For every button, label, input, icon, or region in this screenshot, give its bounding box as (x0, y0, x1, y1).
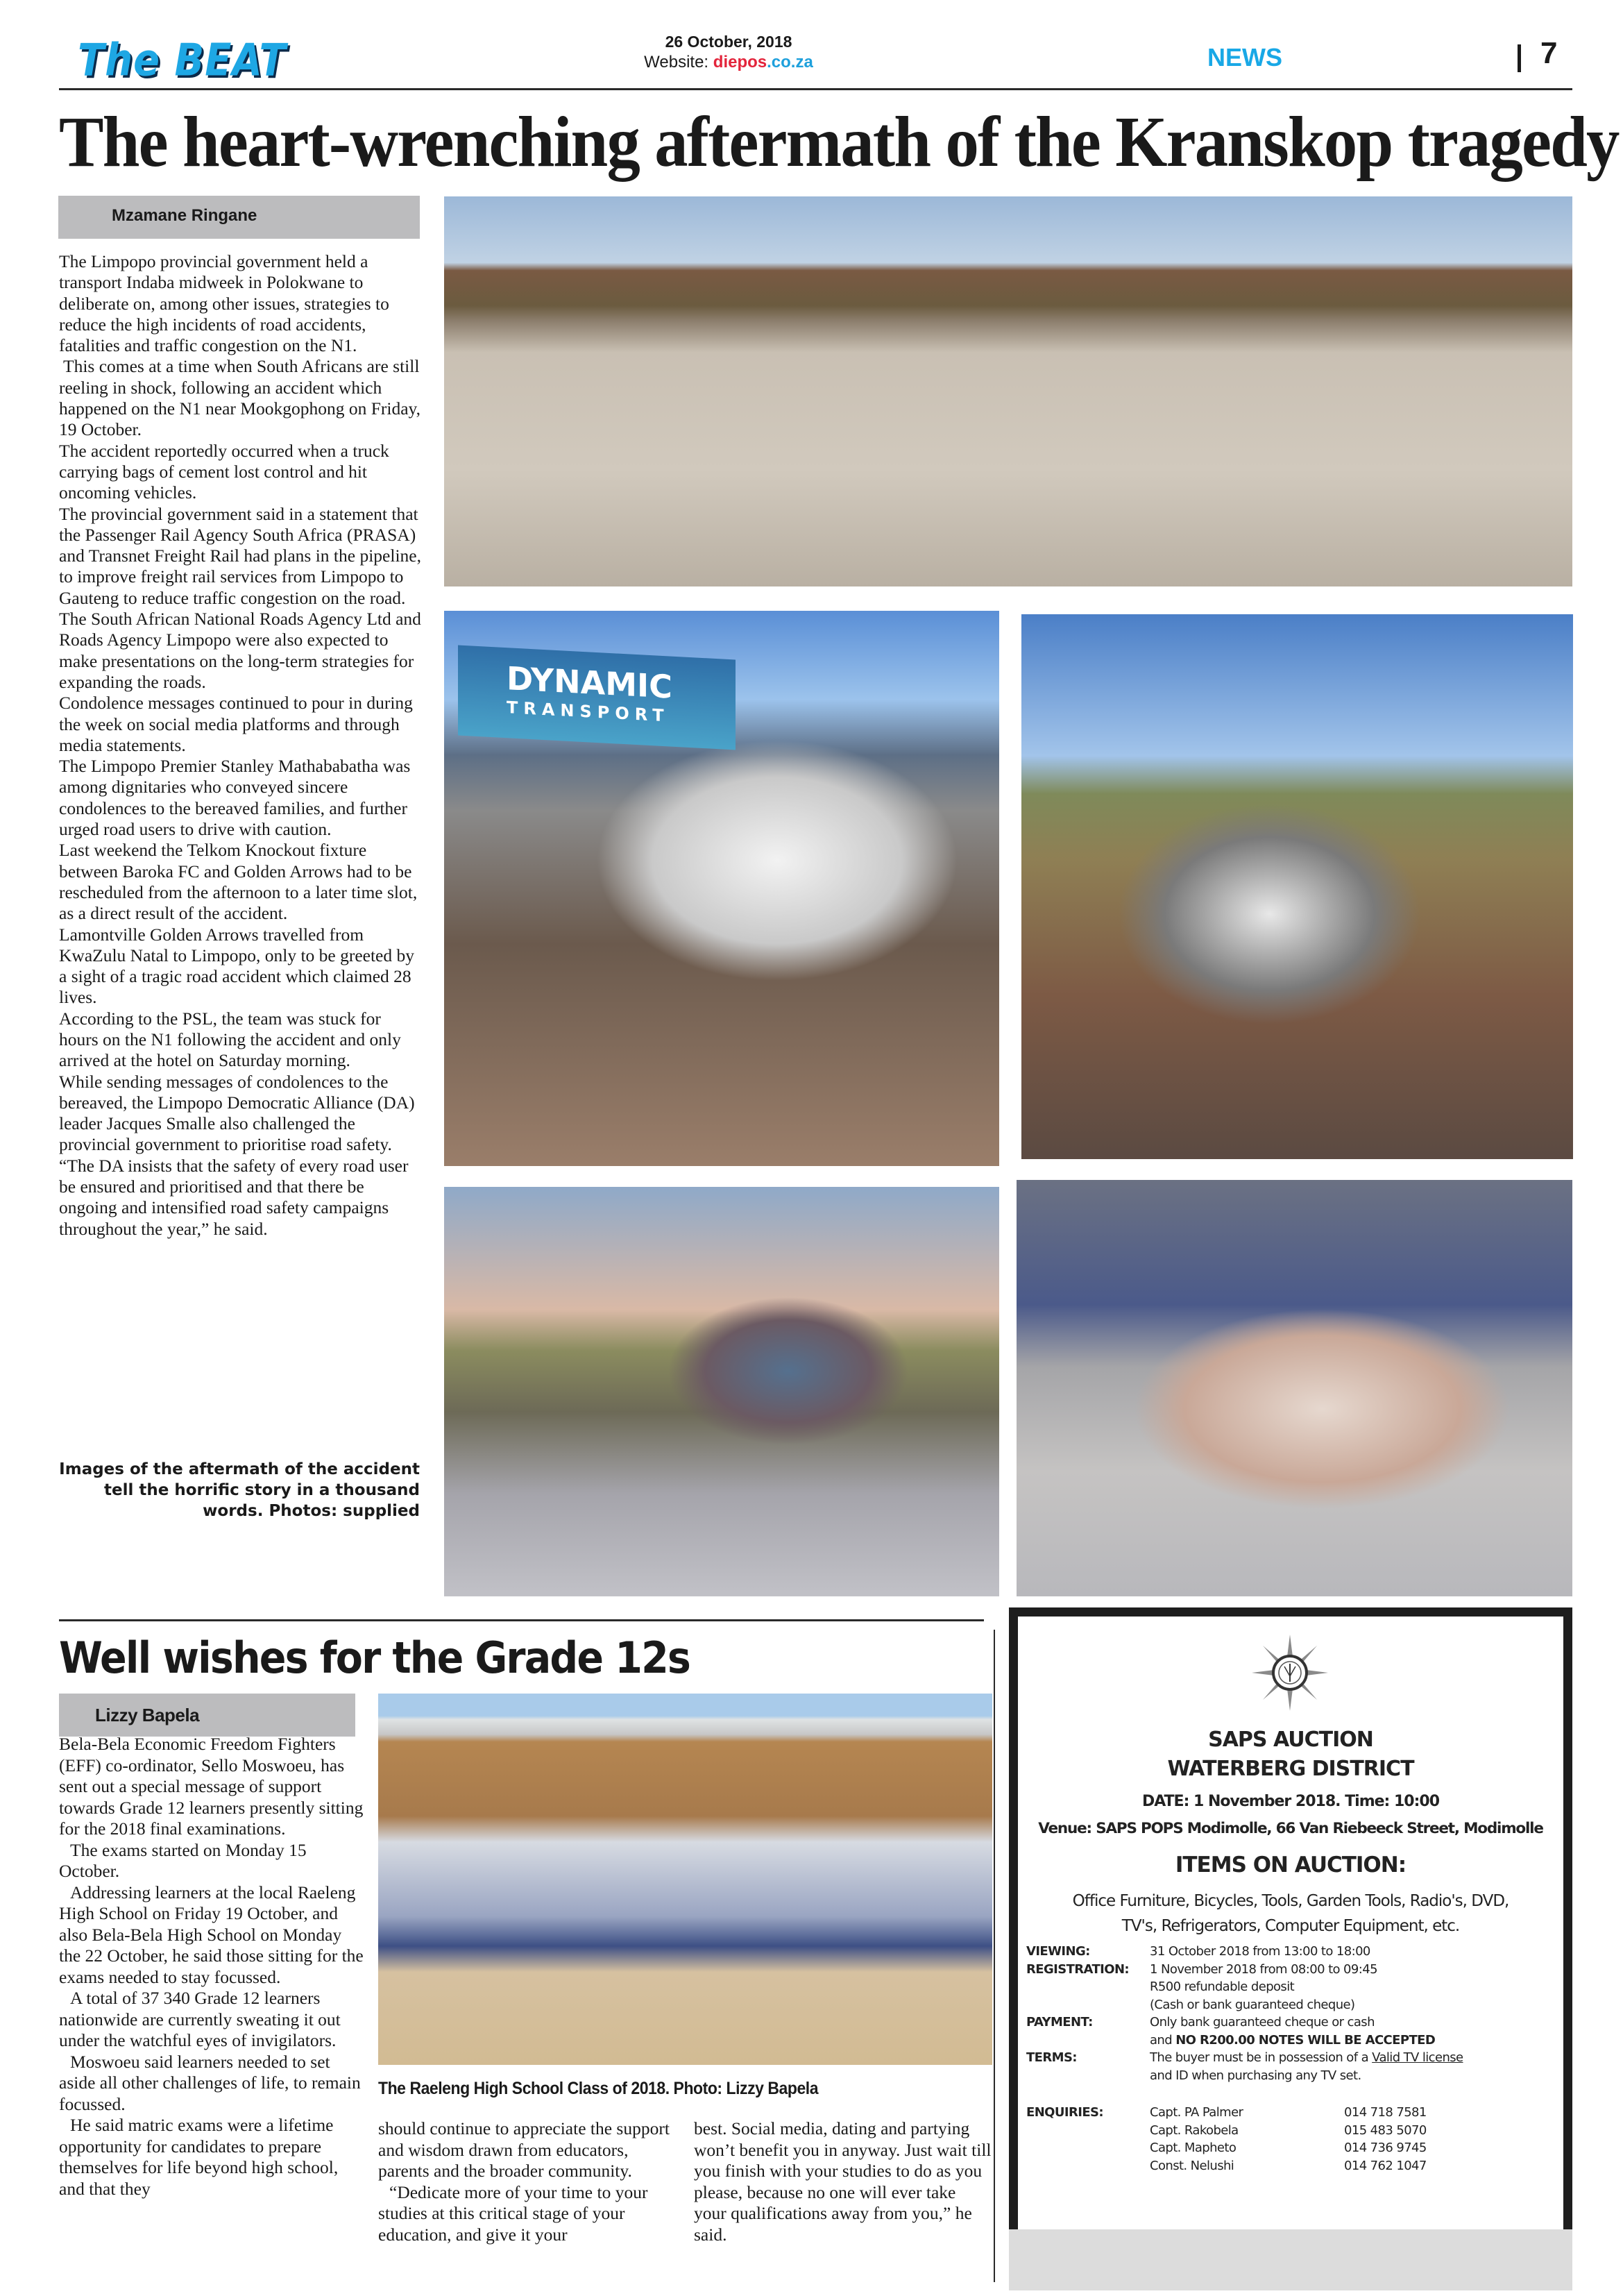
paragraph: Moswoeu said learners needed to set aside all other challenges of life, to remain focussed. (59, 2051, 361, 2114)
contact-phone: 014 736 9745 (1344, 2141, 1427, 2155)
ad-details (1026, 1943, 1561, 2175)
ad-value: and ID when purchasing any TV set. (1150, 2068, 1361, 2083)
ad-value: The buyer must be in possession of a (1150, 2050, 1373, 2065)
paragraph: Lamontville Golden Arrows travelled from KwaZulu Natal to Limpopo, only to be greeted by a sight of a tragic road accident which claimed 28 lives. (59, 924, 415, 1008)
ad-warning: NO R200.00 NOTES WILL BE ACCEPTED (1175, 2032, 1436, 2048)
ad-venue: Venue: SAPS POPS Modimolle, 66 Van Riebeeck Street, Modimolle (1038, 1820, 1543, 1837)
ad-label: ENQUIRIES: (1026, 2105, 1103, 2120)
saps-star-emblem-icon (1252, 1635, 1328, 1711)
website-line (611, 51, 847, 74)
paragraph: Addressing learners at the local Raeleng High School on Friday 19 October, and also Bela-Bela High School on Monday the 22 October, he said those sitting for the exams needed to stay focussed. (59, 1882, 364, 1987)
ad-label: PAYMENT: (1026, 2015, 1093, 2029)
contact-name: Const. Nelushi (1150, 2158, 1234, 2173)
article-headline: The heart-wrenching aftermath of the Kranskop tragedy (59, 102, 1619, 182)
ad-value-underlined: Valid TV license (1372, 2050, 1463, 2065)
photo-accident-scene (444, 196, 1572, 586)
paragraph: The South African National Roads Agency Ltd and Roads Agency Limpopo were also expected to make presentations on the long-term strategies for expanding the roads. (59, 609, 421, 692)
contact-phone: 015 483 5070 (1344, 2122, 1427, 2138)
photo-wrecked-vehicle-truck (444, 611, 999, 1166)
contact-name: Capt. Mapheto (1150, 2141, 1237, 2155)
ad-label: REGISTRATION: (1026, 1961, 1130, 1977)
contact-phone: 014 718 7581 (1344, 2105, 1427, 2120)
column-rule (994, 1630, 995, 2282)
ad-value: Only bank guaranteed cheque or cash (1150, 2015, 1375, 2029)
ad-date-time: DATE: 1 November 2018. Time: 10:00 (1141, 1793, 1440, 1810)
website-link-name[interactable]: diepos (713, 53, 767, 71)
paragraph: Condolence messages continued to pour in during the week on social media platforms and through media statements. (59, 693, 413, 755)
truck-brand-text: DYNAMIC (507, 659, 672, 706)
paragraph: A total of 37 340 Grade 12 learners nationwide are currently sweating it out under the watchful eyes of invigilators. (59, 1988, 341, 2050)
article-headline: Well wishes for the Grade 12s (59, 1632, 690, 1683)
paragraph: Last weekend the Telkom Knockout fixture between Baroka FC and Golden Arrows had to be rescheduled from the afternoon to a later time slot, as a direct result of the accident. (59, 840, 418, 924)
ad-value: 31 October 2018 from 13:00 to 18:00 (1150, 1944, 1370, 1959)
ad-label: TERMS: (1026, 2050, 1077, 2065)
website-label: Website: (644, 53, 709, 71)
article-body-column-1 (59, 1734, 364, 2200)
empty-ad-space (1009, 2229, 1572, 2290)
ad-value: and (1150, 2032, 1176, 2048)
ad-row-registration (1026, 1961, 1561, 2014)
ad-items-heading: ITEMS ON AUCTION: (1175, 1852, 1407, 1877)
photo-caption: The Raeleng High School Class of 2018. Photo: Lizzy Bapela (378, 2079, 819, 2098)
ad-items-line: Office Furniture, Bicycles, Tools, Garden Tools, Radio's, DVD, (1072, 1892, 1509, 1910)
ad-value: R500 refundable deposit (1150, 1980, 1295, 1994)
paragraph: Bela-Bela Economic Freedom Fighters (EFF) co-ordinator, Sello Moswoeu, has sent out a special message of support towards Grade 12 learners presently sitting for the 2018 final examinations. (59, 1734, 364, 1839)
article-body-column-2 (378, 2118, 677, 2245)
ad-value: 1 November 2018 from 08:00 to 09:45 (1150, 1961, 1377, 1977)
ad-value: (Cash or bank guaranteed cheque) (1150, 1997, 1355, 2012)
ad-row-payment (1026, 2014, 1561, 2049)
photo-caption: Images of the aftermath of the accident tell the horrific story in a thousand words. Photos: supplied (59, 1460, 420, 1520)
website-link-tld[interactable]: .co.za (767, 53, 813, 71)
masthead-logo: The BEAT (78, 35, 287, 87)
paragraph: “Dedicate more of your time to your studies at this critical stage of your education, and give it your (378, 2181, 648, 2245)
issue-date: 26 October, 2018 (665, 33, 792, 51)
ad-row-enquiries (1026, 2104, 1561, 2175)
section-label: NEWS (1207, 43, 1282, 71)
paragraph: This comes at a time when South Africans are still reeling in shock, following an accident which happened on the N1 near Mookgophong on Friday, 19 October. (59, 356, 420, 440)
article-body-column-3 (694, 2118, 992, 2245)
page-number-separator (1518, 44, 1521, 72)
header-divider (59, 88, 1572, 90)
ad-label: VIEWING: (1026, 1944, 1090, 1959)
section-divider (59, 1619, 984, 1621)
page-number: 7 (1540, 36, 1558, 70)
paragraph: The accident reportedly occurred when a truck carrying bags of cement lost control and hit oncoming vehicles. (59, 440, 389, 503)
dateline (611, 32, 847, 74)
photo-overturned-truck (444, 1187, 999, 1596)
paragraph: The Limpopo provincial government held a transport Indaba midweek in Polokwane to deliberate on, among other issues, strategies to reduce the high incidents of road accidents, fatalities and traffic congestion on the N1. (59, 251, 389, 356)
paragraph: While sending messages of condolences to the bereaved, the Limpopo Democratic Alliance (DA) leader Jacques Smalle also challenged the provincial government to prioritise road safety. (59, 1071, 415, 1155)
article-body (59, 251, 423, 1240)
paragraph: should continue to appreciate the support and wisdom drawn from educators, parents and the broader community. (378, 2118, 670, 2181)
photo-overturned-vehicle (1021, 614, 1573, 1159)
contact-phone: 014 762 1047 (1344, 2158, 1427, 2173)
paragraph: best. Social media, dating and partying won’t benefit you in anyway. Just wait till you finish with your studies to do as you please, because no one will ever take your qualifications away from you,” he said. (694, 2118, 992, 2245)
ad-subtitle: WATERBERG DISTRICT (1167, 1757, 1414, 1781)
article-byline: Lizzy Bapela (59, 1694, 355, 1737)
paragraph: The provincial government said in a statement that the Passenger Rail Agency South Africa (PRASA) and Transnet Freight Rail had plans in the pipeline, to improve freight rail services from Limpopo to Gauteng to reduce traffic congestion on the road. (59, 503, 421, 608)
paragraph: The Limpopo Premier Stanley Mathababatha was among dignitaries who conveyed sincere condolences to the bereaved families, and further urged road users to drive with caution. (59, 756, 411, 840)
contact-name: Capt. Rakobela (1150, 2122, 1239, 2138)
ad-row-terms (1026, 2049, 1561, 2084)
paragraph: He said matric exams were a lifetime opportunity for candidates to prepare themselves for life beyond high school, and that they (59, 2115, 339, 2199)
article-byline: Mzamane Ringane (58, 196, 420, 239)
paragraph: The exams started on Monday 15 October. (59, 1839, 307, 1881)
paragraph: “The DA insists that the safety of every road user be ensured and prioritised and that there be ongoing and intensified road safety campaigns throughout the year,” he said. (59, 1155, 409, 1239)
contact-name: Capt. PA Palmer (1150, 2105, 1243, 2120)
ad-row-viewing (1026, 1943, 1561, 1961)
photo-class-of-2018 (378, 1694, 992, 2065)
ad-items-list (1025, 1889, 1556, 1939)
photo-cement-covered-car (1017, 1180, 1572, 1596)
paragraph: According to the PSL, the team was stuck for hours on the N1 following the accident and only arrived at the hotel on Saturday morning. (59, 1008, 401, 1071)
ad-title: SAPS AUCTION (1208, 1728, 1373, 1752)
saps-auction-advert (1009, 1607, 1572, 2246)
ad-items-line: TV's, Refrigerators, Computer Equipment, etc. (1121, 1917, 1460, 1935)
truck-brand-subtext: TRANSPORT (507, 698, 670, 726)
